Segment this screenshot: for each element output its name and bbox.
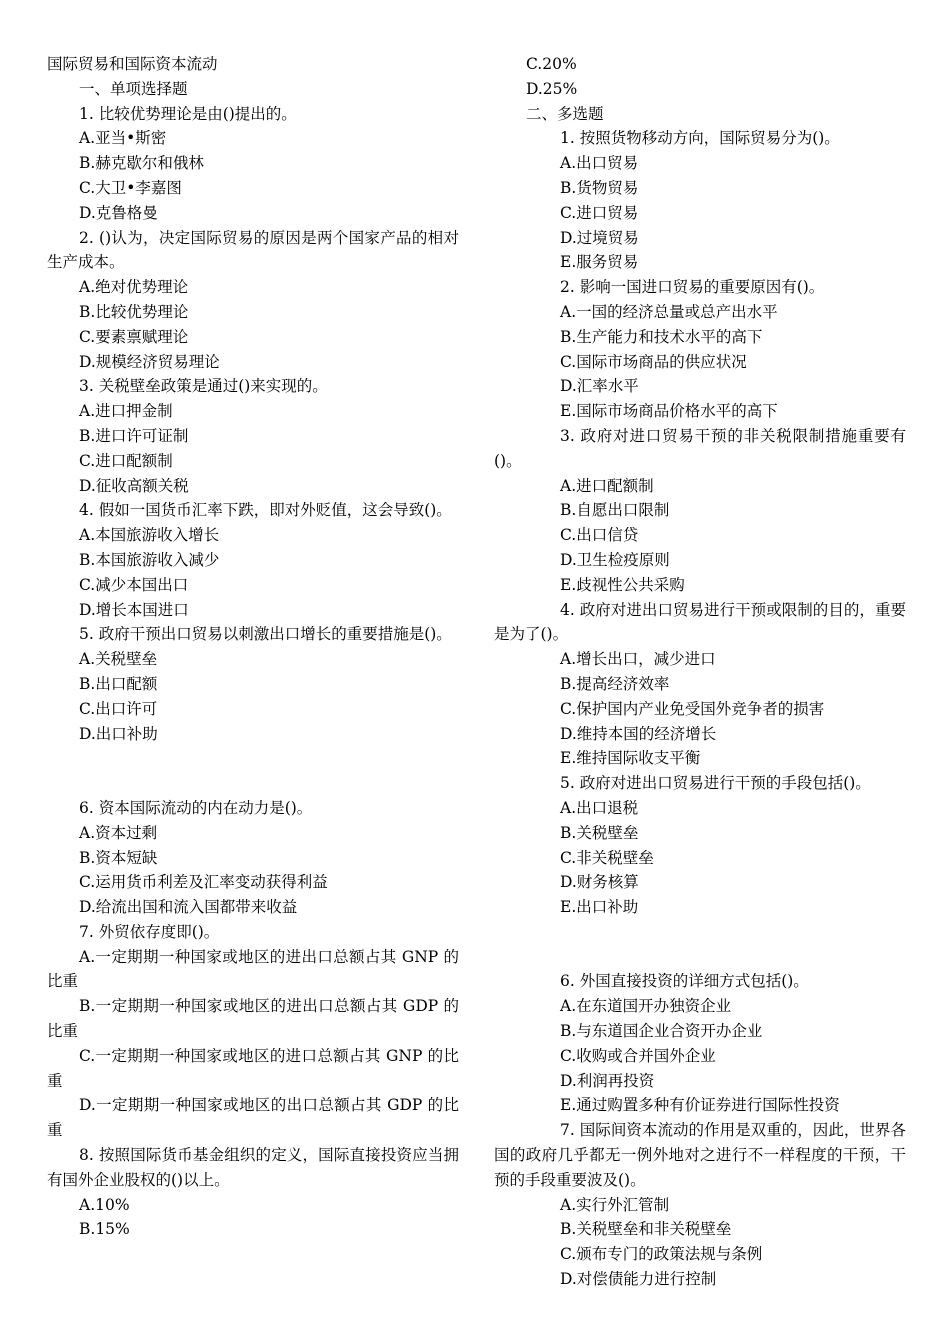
answer-option: D.财务核算 (560, 873, 639, 892)
answer-option: B.出口配额 (79, 674, 158, 693)
answer-option: B.比较优势理论 (79, 302, 189, 321)
answer-option: A.出口退税 (560, 798, 639, 817)
answer-option: E.国际市场商品价格水平的高下 (560, 402, 778, 421)
answer-option: D.给流出国和流入国都带来收益 (79, 898, 298, 917)
answer-option: D.汇率水平 (560, 377, 639, 396)
question-stem: 6. 外国直接投资的详细方式包括()。 (560, 972, 809, 991)
answer-option: C.非关税壁垒 (560, 848, 654, 867)
answer-option: B.赫克歇尔和俄林 (79, 154, 204, 173)
answer-option: A.进口押金制 (79, 402, 173, 421)
answer-option: B.关税壁垒和非关税壁垒 (560, 1220, 732, 1239)
answer-option: C.进口贸易 (560, 203, 639, 222)
answer-option: D.规模经济贸易理论 (79, 352, 220, 371)
answer-option: B.进口许可证制 (79, 426, 189, 445)
answer-option: B.与东道国企业合资开办企业 (560, 1022, 763, 1041)
section-heading: 一、单项选择题 (79, 79, 188, 98)
answer-option: A.一定期期一种国家或地区的进出口总额占其 GNP 的比重 (47, 947, 459, 991)
answer-option: C.运用货币利差及汇率变动获得利益 (79, 873, 328, 892)
blank-spacer (47, 746, 459, 796)
answer-option: C.大卫•李嘉图 (79, 178, 182, 197)
answer-option: A.亚当•斯密 (79, 129, 167, 148)
answer-option: C.收购或合并国外企业 (560, 1046, 716, 1065)
answer-option: B.生产能力和技术水平的高下 (560, 327, 763, 346)
answer-option: D.维持本国的经济增长 (560, 724, 717, 743)
answer-option: A.一国的经济总量或总产出水平 (560, 302, 778, 321)
answer-option: D.卫生检疫原则 (560, 550, 670, 569)
answer-option: E.出口补助 (560, 898, 639, 917)
question-stem: 2. 影响一国进口贸易的重要原因有()。 (560, 278, 825, 297)
answer-option: A.出口贸易 (560, 154, 639, 173)
question-stem: 8. 按照国际货币基金组织的定义，国际直接投资应当拥有国外企业股权的()以上。 (47, 1146, 459, 1189)
answer-option: A.进口配额制 (560, 476, 654, 495)
answer-option: E.歧视性公共采购 (560, 575, 685, 594)
question-stem: 3. 关税壁垒政策是通过()来实现的。 (79, 377, 328, 396)
answer-option: D.增长本国进口 (79, 600, 189, 619)
answer-option: A.10% (79, 1195, 130, 1214)
answer-option: C.保护国内产业免受国外竞争者的损害 (560, 699, 825, 718)
answer-option: A.资本过剩 (79, 823, 158, 842)
answer-option: C.国际市场商品的供应状况 (560, 352, 747, 371)
question-stem: 7. 国际间资本流动的作用是双重的，因此，世界各国的政府几乎都无一例外地对之进行不一样程度的干预，干预的手段重要波及()。 (494, 1121, 906, 1189)
answer-option: C.出口许可 (79, 699, 158, 718)
answer-option: D.克鲁格曼 (79, 203, 158, 222)
answer-option: B.货物贸易 (560, 178, 639, 197)
question-stem: 2. ()认为，决定国际贸易的原因是两个国家产品的相对生产成本。 (47, 228, 459, 272)
answer-option: C.20% (526, 55, 577, 73)
answer-option: B.提高经济效率 (560, 674, 670, 693)
answer-option: A.关税壁垒 (79, 650, 158, 669)
answer-option: B.自愿出口限制 (560, 501, 670, 520)
question-stem: 4. 政府对进出口贸易进行干预或限制的目的，重要是为了()。 (494, 600, 906, 644)
answer-option: A.绝对优势理论 (79, 278, 189, 297)
answer-option: B.一定期期一种国家或地区的进出口总额占其 GDP 的比重 (47, 997, 459, 1041)
section-heading: 二、多选题 (526, 104, 604, 123)
question-stem: 3. 政府对进口贸易干预的非关税限制措施重要有()。 (494, 426, 906, 470)
answer-option: B.关税壁垒 (560, 823, 639, 842)
question-stem: 5. 政府对进出口贸易进行干预的手段包括()。 (560, 774, 871, 793)
answer-option: C.进口配额制 (79, 451, 173, 470)
answer-option: D.25% (526, 79, 578, 98)
answer-option: C.要素禀赋理论 (79, 327, 189, 346)
answer-option: C.颁布专门的政策法规与条例 (560, 1245, 763, 1264)
question-stem: 7. 外贸依存度即()。 (79, 922, 220, 941)
answer-option: E.通过购置多种有价证券进行国际性投资 (560, 1096, 840, 1115)
question-stem: 6. 资本国际流动的内在动力是()。 (79, 798, 313, 817)
right-column (494, 52, 906, 1292)
answer-option: C.出口信贷 (560, 526, 639, 545)
answer-option: B.资本短缺 (79, 848, 158, 867)
answer-option: E.维持国际收支平衡 (560, 749, 701, 768)
answer-option: A.实行外汇管制 (560, 1195, 670, 1214)
answer-option: C.减少本国出口 (79, 575, 189, 594)
answer-option: A.增长出口，减少进口 (560, 650, 716, 669)
answer-option: A.本国旅游收入增长 (79, 526, 220, 545)
answer-option: B.本国旅游收入减少 (79, 550, 220, 569)
question-stem: 1. 按照货物移动方向，国际贸易分为()。 (560, 129, 840, 148)
answer-option: B.15% (79, 1220, 130, 1239)
answer-option: D.征收高额关税 (79, 476, 189, 495)
answer-option: A.在东道国开办独资企业 (560, 997, 732, 1016)
answer-option: D.过境贸易 (560, 228, 639, 247)
question-stem: 4. 假如一国货币汇率下跌，即对外贬值，这会导致()。 (79, 501, 452, 520)
left-column (47, 52, 459, 1242)
document-title: 国际贸易和国际资本流动 (47, 55, 218, 73)
answer-option: D.一定期期一种国家或地区的出口总额占其 GDP 的比重 (47, 1096, 459, 1140)
question-stem: 1. 比较优势理论是由()提出的。 (79, 104, 297, 123)
answer-option: D.利润再投资 (560, 1071, 655, 1090)
answer-option: D.出口补助 (79, 724, 158, 743)
answer-option: D.对偿债能力进行控制 (560, 1270, 717, 1289)
blank-spacer (494, 920, 906, 970)
question-stem: 5. 政府干预出口贸易以刺激出口增长的重要措施是()。 (79, 625, 452, 644)
answer-option: E.服务贸易 (560, 253, 639, 272)
answer-option: C.一定期期一种国家或地区的进口总额占其 GNP 的比重 (47, 1046, 459, 1090)
